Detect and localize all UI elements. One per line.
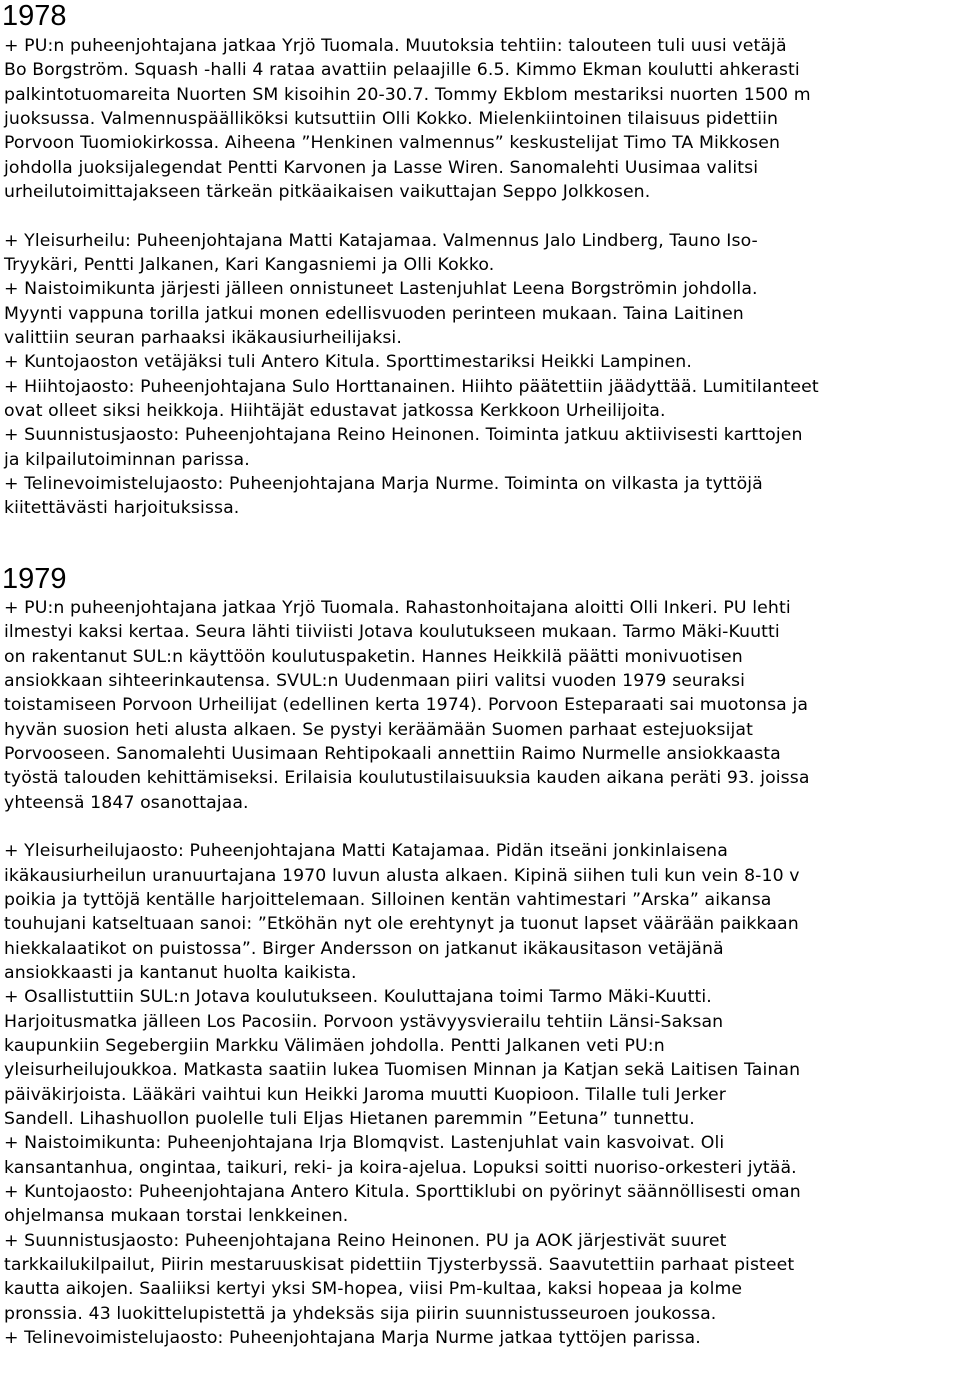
text-line: urheilutoimittajakseen tärkeän pitkäaikaisen vaikuttajan Seppo Jolkkosen. <box>4 181 651 202</box>
text-line: + Yleisurheilu: Puheenjohtajana Matti Katajamaa. Valmennus Jalo Lindberg, Tauno Iso- <box>4 230 758 251</box>
text-line: Bo Borgström. Squash -halli 4 rataa avattiin pelaajille 6.5. Kimmo Ekman koulutti ahkerasti <box>4 60 800 81</box>
text-line: + Hiihtojaosto: Puheenjohtajana Sulo Horttanainen. Hiihto päätettiin jäädyttää. Lumitilanteet <box>4 376 819 397</box>
text-line: poikia ja tyttöjä kentälle harjoittelemaan. Silloinen kentän vahtimestari ”Arska” aikansa <box>4 889 772 910</box>
text-line: + Naistoimikunta järjesti jälleen onnistuneet Lastenjuhlat Leena Borgströmin johdolla. <box>4 279 758 300</box>
text-line: ja kilpailutoiminnan parissa. <box>4 449 250 470</box>
text-line: + Kuntojaoston vetäjäksi tuli Antero Kitula. Sporttimestariksi Heikki Lampinen. <box>4 352 692 373</box>
text-line: juoksussa. Valmennuspäälliköksi kutsuttiin Olli Kokko. Mielenkiintoinen tilaisuus pidettiin <box>4 108 779 129</box>
text-line: on rakentanut SUL:n käyttöön koulutuspaketin. Hannes Heikkilä päätti monivuotisen <box>4 646 743 667</box>
text-line: ansiokkaasti ja kantanut huolta kaikista. <box>4 962 357 983</box>
text-line: + PU:n puheenjohtajana jatkaa Yrjö Tuomala. Muutoksia tehtiin: talouteen tuli uusi vetäjä <box>4 36 787 56</box>
text-line: tarkkailukilpailut, Piirin mestaruuskisat pidettiin Tjysterbyssä. Saavutettiin parhaat pisteet <box>4 1254 795 1275</box>
text-line: + Suunnistusjaosto: Puheenjohtajana Reino Heinonen. Toiminta jatkuu aktiivisesti karttojen <box>4 425 803 446</box>
text-line: hyvän suosion heti alusta alkaen. Se pystyi keräämään Suomen parhaat estejuoksijat <box>4 719 753 740</box>
text-line: päiväkirjoista. Lääkäri vaihtui kun Heikki Jaroma muutti Kuopioon. Tilalle tuli Jerker <box>4 1084 726 1105</box>
text-line: kiitettävästi harjoituksissa. <box>4 498 240 519</box>
text-line: + Telinevoimistelujaosto: Puheenjohtajana Marja Nurme. Toiminta on vilkasta ja tyttöjä <box>4 473 763 494</box>
text-line: kansantanhua, ongintaa, taikuri, reki- ja koira-ajelua. Lopuksi soitti nuoriso-orkesteri jytää. <box>4 1157 797 1178</box>
year-heading: 1979 <box>2 563 67 595</box>
text-line: Myynti vappuna torilla jatkui monen edellisvuoden perinteen mukaan. Taina Laitinen <box>4 303 744 324</box>
text-line: + PU:n puheenjohtajana jatkaa Yrjö Tuomala. Rahastonhoitajana aloitti Olli Inkeri. PU lehti <box>4 598 791 618</box>
text-line: + Suunnistusjaosto: Puheenjohtajana Reino Heinonen. PU ja AOK järjestivät suuret <box>4 1230 727 1251</box>
text-line: toistamiseen Porvoon Urheilijat (edellinen kerta 1974). Porvoon Esteparaati sai muotonsa ja <box>4 695 809 716</box>
text-line: + Naistoimikunta: Puheenjohtajana Irja Blomqvist. Lastenjuhlat vain kasvoivat. Oli <box>4 1133 725 1154</box>
text-line: palkintotuomareita Nuorten SM kisoihin 20-30.7. Tommy Ekblom mestariksi nuorten 1500 m <box>4 84 811 105</box>
text-line: ilmestyi kaksi kertaa. Seura lähti tiiviisti Jotava koulutukseen mukaan. Tarmo Mäki-Kuutti <box>4 622 780 643</box>
text-line: valittiin seuran parhaaksi ikäkausiurheilijaksi. <box>4 327 402 348</box>
text-line: työstä talouden kehittämiseksi. Erilaisia koulutustilaisuuksia kauden aikana peräti 93. joissa <box>4 768 810 789</box>
text-line: ovat olleet siksi heikkoja. Hiihtäjät edustavat jatkossa Kerkkoon Urheilijoita. <box>4 400 666 421</box>
text-line: hiekkalaatikot on puistossa”. Birger Andersson on jatkanut ikäkausitason vetäjänä <box>4 938 724 959</box>
text-line: ikäkausiurheilun uranuurtajana 1970 luvun alusta alkaen. Kipinä siihen tuli kun vein 8-10 v <box>4 865 800 886</box>
text-line: kaupunkiin Segebergiin Markku Välimäen johdolla. Pentti Jalkanen veti PU:n <box>4 1035 665 1056</box>
text-line: + Telinevoimistelujaosto: Puheenjohtajana Marja Nurme jatkaa tyttöjen parissa. <box>4 1327 701 1348</box>
text-line: Harjoitusmatka jälleen Los Pacosiin. Porvoon ystävyysvierailu tehtiin Länsi-Saksan <box>4 1011 724 1032</box>
year-heading: 1978 <box>2 0 67 32</box>
text-line: + Yleisurheilujaosto: Puheenjohtajana Matti Katajamaa. Pidän itseäni jonkinlaisena <box>4 841 728 862</box>
text-line: Porvoon Tuomiokirkossa. Aiheena ”Henkinen valmennus” keskustelijat Timo TA Mikkosen <box>4 133 781 154</box>
text-line: pronssia. 43 luokittelupistettä ja yhdeksäs sija piirin suunnistusseuroen joukossa. <box>4 1303 717 1324</box>
text-line: ansiokkaan sihteerinkautensa. SVUL:n Uudenmaan piiri valitsi vuoden 1979 seuraksi <box>4 670 745 691</box>
text-line: Tryykäri, Pentti Jalkanen, Kari Kangasniemi ja Olli Kokko. <box>4 254 495 275</box>
text-line: yhteensä 1847 osanottajaa. <box>4 792 249 813</box>
text-line: yleisurheilujoukkoa. Matkasta saatiin lukea Tuomisen Minnan ja Katjan sekä Laitisen Tainan <box>4 1060 801 1081</box>
text-line: + Osallistuttiin SUL:n Jotava koulutukseen. Kouluttajana toimi Tarmo Mäki-Kuutti. <box>4 987 712 1008</box>
text-line: + Kuntojaosto: Puheenjohtajana Antero Kitula. Sporttiklubi on pyörinyt säännöllisesti oman <box>4 1181 801 1202</box>
text-line: ohjelmansa mukaan torstai lenkkeinen. <box>4 1206 349 1227</box>
text-line: Sandell. Lihashuollon puolelle tuli Eljas Hietanen paremmin ”Eetuna” tunnettu. <box>4 1108 695 1129</box>
text-line: Porvooseen. Sanomalehti Uusimaan Rehtipokaali annettiin Raimo Nurmelle ansiokkaasta <box>4 743 781 764</box>
text-line: touhujani katseltuaan sanoi: ”Etköhän nyt ole erehtynyt ja tuonut lapset väärään paikkaan <box>4 914 799 935</box>
text-line: johdolla juoksijalegendat Pentti Karvonen ja Lasse Wiren. Sanomalehti Uusimaa valitsi <box>4 157 759 178</box>
text-line: kautta aikojen. Saaliiksi kertyi yksi SM-hopea, viisi Pm-kultaa, kaksi hopeaa ja kolme <box>4 1279 743 1300</box>
